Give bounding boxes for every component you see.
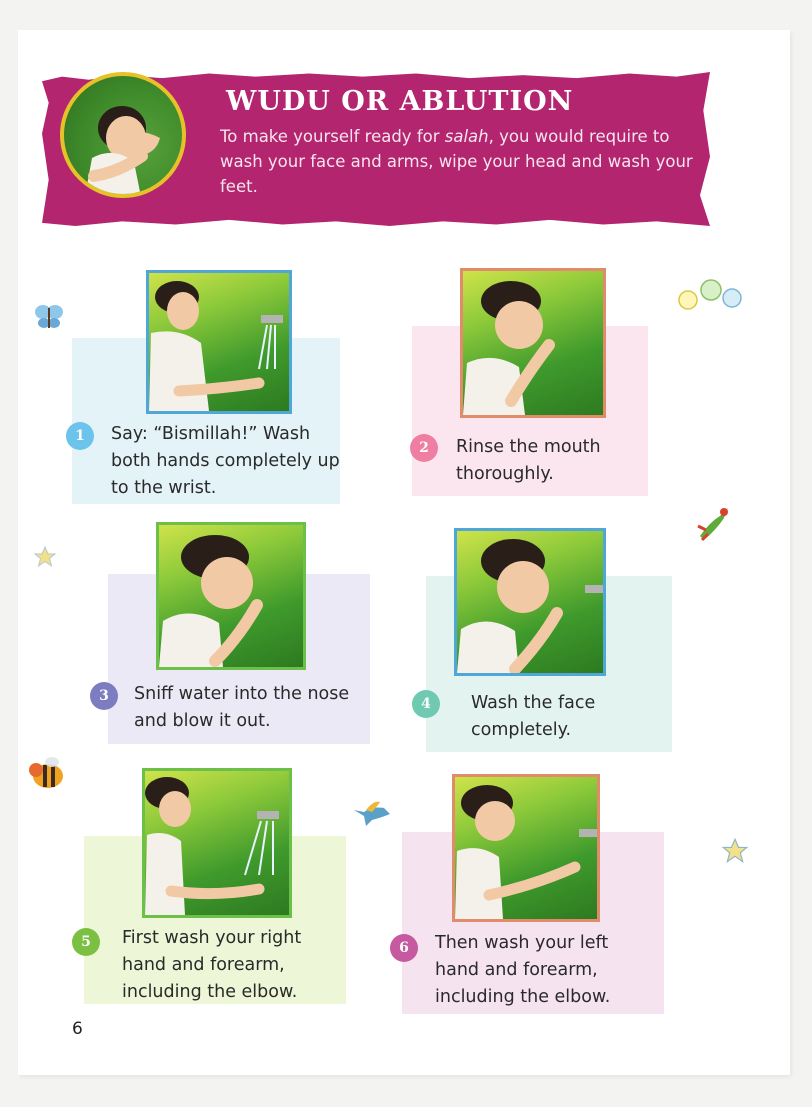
butterfly-icon [32,300,66,334]
step-6-text: Then wash your left hand and forearm, including the elbow. [435,933,611,1007]
bubbles-icon [676,278,746,314]
boy-sniffing-water-illustration [159,525,303,667]
hummingbird-icon [350,798,392,828]
step-number-badge: 1 [66,422,94,450]
step-5-illustration [142,768,292,918]
bird-icon [694,500,734,544]
step-1-text: Say: “Bismillah!” Wash both hands completely up to the wrist. [111,424,340,498]
boy-washing-left-arm-illustration [455,777,597,919]
boy-washing-face-illustration [457,531,603,673]
step-3-illustration [156,522,306,670]
banner-illustration [60,72,186,198]
step-3-text: Sniff water into the nose and blow it out. [134,684,350,731]
step-number-badge: 4 [412,690,440,718]
step-number-badge: 6 [390,934,418,962]
star-icon [34,546,56,568]
boy-washing-hands-illustration [149,273,289,411]
step-1-illustration [146,270,292,414]
step-2-illustration [460,268,606,418]
step-2-text: Rinse the mouth thoroughly. [456,437,601,484]
step-number-badge: 3 [90,682,118,710]
bee-icon [26,756,70,792]
intro-text: To make yourself ready for salah, you would require to wash your face and arms, wipe your head and wash your feet. [220,127,693,196]
page-title: WUDU OR ABLUTION [226,86,574,117]
step-4-text: Wash the face completely. [471,693,596,740]
step-6-illustration [452,774,600,922]
step-number-badge: 2 [410,434,438,462]
page-number: 6 [72,1019,83,1039]
step-4-illustration [454,528,606,676]
boy-washing-right-arm-illustration [145,771,289,915]
step-5-text: First wash your right hand and forearm, including the elbow. [122,928,302,1002]
boy-rinsing-mouth-illustration [463,271,603,415]
star-icon [722,838,748,864]
step-number-badge: 5 [72,928,100,956]
